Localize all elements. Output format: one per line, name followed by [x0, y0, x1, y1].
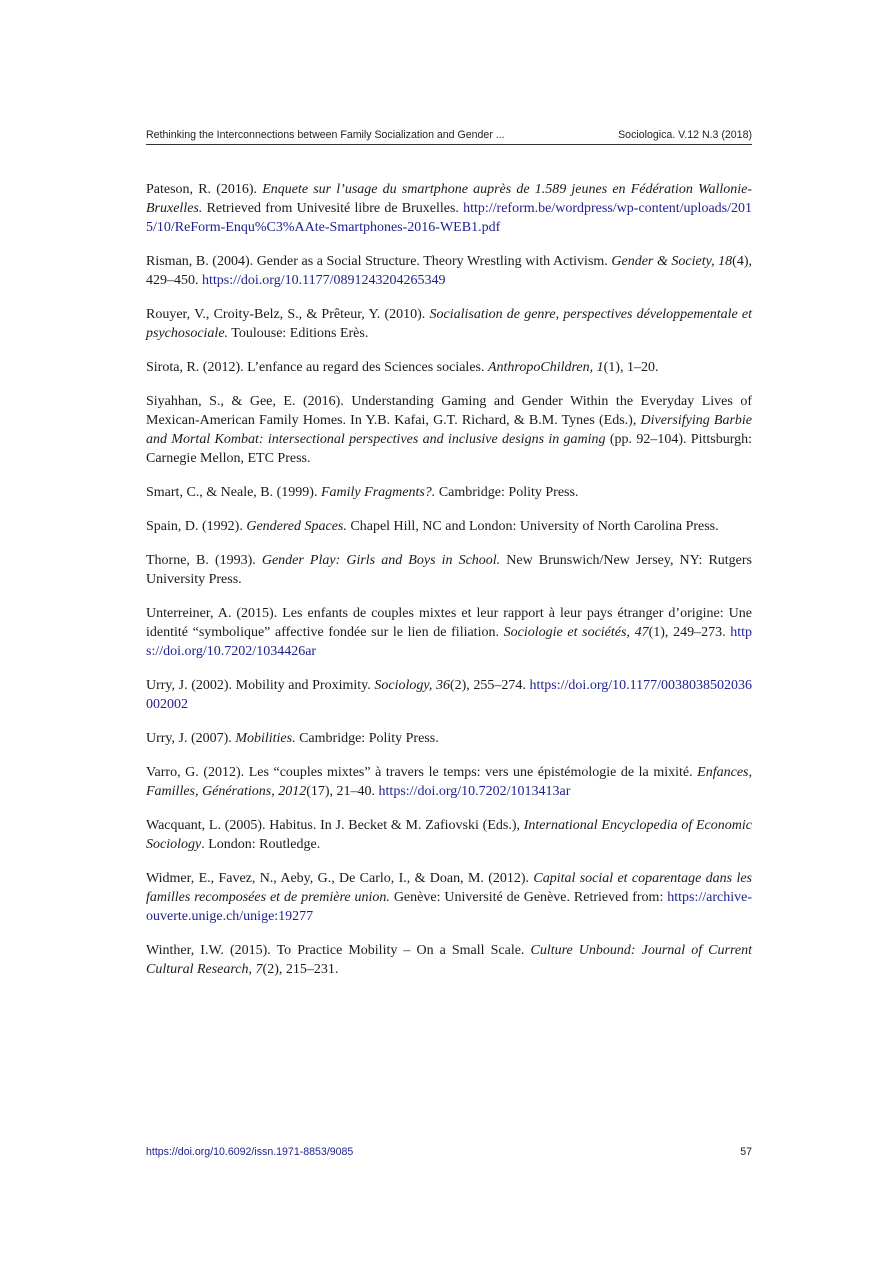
reference-details: (2), 255–274.: [449, 678, 530, 693]
reference-text: Thorne, B. (1993).: [146, 553, 262, 568]
reference-link[interactable]: https://doi.org/10.7202/1013413ar: [378, 784, 571, 799]
reference-text: Urry, J. (2002). Mobility and Proximity.: [146, 678, 375, 693]
reference-text: Pateson, R. (2016).: [146, 182, 263, 197]
reference-entry: [146, 551, 752, 589]
reference-title: AnthropoChildren, 1: [487, 360, 604, 375]
reference-link[interactable]: https://doi.org/10.1177/0038038502036002002: [146, 678, 752, 712]
reference-title: Diversifying Barbie and Mortal Kombat: intersectional perspectives and inclusive designs in gaming: [146, 413, 752, 447]
reference-entry: [146, 763, 752, 801]
reference-list: [146, 180, 752, 994]
reference-text: Urry, J. (2007).: [146, 731, 236, 746]
reference-title: Enfances, Familles, Générations, 2012: [146, 765, 752, 799]
reference-details: . London: Routledge.: [201, 837, 321, 852]
reference-link[interactable]: http://reform.be/wordpress/wp-content/uploads/2015/10/ReForm-Enqu%C3%AAte-Smartphones-2016-WEB1.pdf: [146, 201, 752, 235]
reference-details: Toulouse: Editions Erès.: [228, 326, 369, 341]
header-article-title: Rethinking the Interconnections between Family Socialization and Gender ...: [146, 129, 505, 141]
reference-title: Gendered Spaces.: [246, 519, 347, 534]
reference-details: Retrieved from Univesité libre de Bruxelles.: [202, 201, 464, 216]
reference-title: Socialisation de genre, perspectives développementale et psychosociale.: [146, 307, 752, 341]
reference-text: Widmer, E., Favez, N., Aeby, G., De Carlo, I., & Doan, M. (2012).: [146, 871, 534, 886]
reference-entry: [146, 305, 752, 343]
reference-details: Chapel Hill, NC and London: University of North Carolina Press.: [346, 519, 719, 534]
reference-entry: [146, 816, 752, 854]
running-header: [146, 126, 752, 145]
reference-text: Spain, D. (1992).: [146, 519, 247, 534]
reference-details: Cambridge: Polity Press.: [435, 485, 579, 500]
reference-text: Sirota, R. (2012). L’enfance au regard des Sciences sociales.: [146, 360, 488, 375]
reference-text: Risman, B. (2004). Gender as a Social Structure. Theory Wrestling with Activism.: [146, 254, 612, 269]
reference-details: (4), 429–450.: [146, 254, 752, 288]
reference-details: Cambridge: Polity Press.: [295, 731, 439, 746]
reference-entry: [146, 941, 752, 979]
reference-title: Sociologie et sociétés, 47: [503, 625, 649, 640]
reference-entry: [146, 676, 752, 714]
reference-title: Capital social et coparentage dans les familles recomposées et de première union.: [146, 871, 753, 905]
reference-entry: [146, 483, 752, 502]
reference-title: Gender Play: Girls and Boys in School.: [261, 553, 501, 568]
reference-details: New Brunswich/New Jersey, NY: Rutgers University Press.: [146, 553, 753, 587]
reference-entry: [146, 252, 752, 290]
reference-entry: [146, 604, 752, 661]
reference-text: Unterreiner, A. (2015). Les enfants de couples mixtes et leur rapport à leur pays étranger d’origine: Une identité “symbolique” affective fondée sur le lien de filiation.: [146, 606, 752, 640]
reference-title: Mobilities.: [235, 731, 296, 746]
reference-text: Winther, I.W. (2015). To Practice Mobility – On a Small Scale.: [146, 943, 531, 958]
reference-text: Rouyer, V., Croity-Belz, S., & Prêteur, Y. (2010).: [146, 307, 430, 322]
reference-title: Sociology, 36: [374, 678, 450, 693]
reference-details: Genève: Université de Genève. Retrieved from:: [389, 890, 668, 905]
reference-entry: [146, 729, 752, 748]
footer-doi-link[interactable]: https://doi.org/10.6092/issn.1971-8853/9085: [146, 1146, 354, 1158]
reference-entry: [146, 869, 752, 926]
reference-text: Varro, G. (2012). Les “couples mixtes” à travers le temps: vers une épistémologie de la mixité.: [146, 765, 698, 780]
reference-title: International Encyclopedia of Economic Sociology: [146, 818, 752, 852]
reference-link[interactable]: https://archive-ouverte.unige.ch/unige:19277: [146, 890, 753, 924]
reference-details: (2), 215–231.: [262, 962, 339, 977]
reference-details: (17), 21–40.: [306, 784, 379, 799]
header-journal-issue: Sociologica. V.12 N.3 (2018): [618, 129, 752, 141]
reference-title: Family Fragments?.: [320, 485, 436, 500]
reference-entry: [146, 392, 752, 468]
reference-text: Wacquant, L. (2005). Habitus. In J. Becket & M. Zafiovski (Eds.),: [146, 818, 524, 833]
reference-entry: [146, 517, 752, 536]
reference-entry: [146, 358, 752, 377]
reference-title: Enquete sur l’usage du smartphone auprès de 1.589 jeunes en Fédération Wallonie-Bruxelles.: [146, 182, 752, 216]
reference-text: Smart, C., & Neale, B. (1999).: [146, 485, 321, 500]
reference-text: Siyahhan, S., & Gee, E. (2016). Understanding Gaming and Gender Within the Everyday Lives of Mexican-American Family Homes. In Y.B. Kafai, G.T. Richard, & B.M. Tynes (Eds.),: [146, 394, 752, 428]
reference-entry: [146, 180, 752, 237]
page-number: 57: [740, 1146, 752, 1158]
reference-details: (pp. 92–104). Pittsburgh: Carnegie Mellon, ETC Press.: [146, 432, 752, 466]
reference-link[interactable]: https://doi.org/10.1177/0891243204265349: [202, 273, 446, 288]
reference-title: Culture Unbound: Journal of Current Cultural Research, 7: [146, 943, 752, 977]
reference-link[interactable]: https://doi.org/10.7202/1034426ar: [146, 625, 752, 659]
page-footer: [146, 1146, 752, 1162]
reference-details: (1), 249–273.: [648, 625, 731, 640]
reference-details: (1), 1–20.: [603, 360, 659, 375]
reference-title: Gender & Society, 18: [611, 254, 733, 269]
